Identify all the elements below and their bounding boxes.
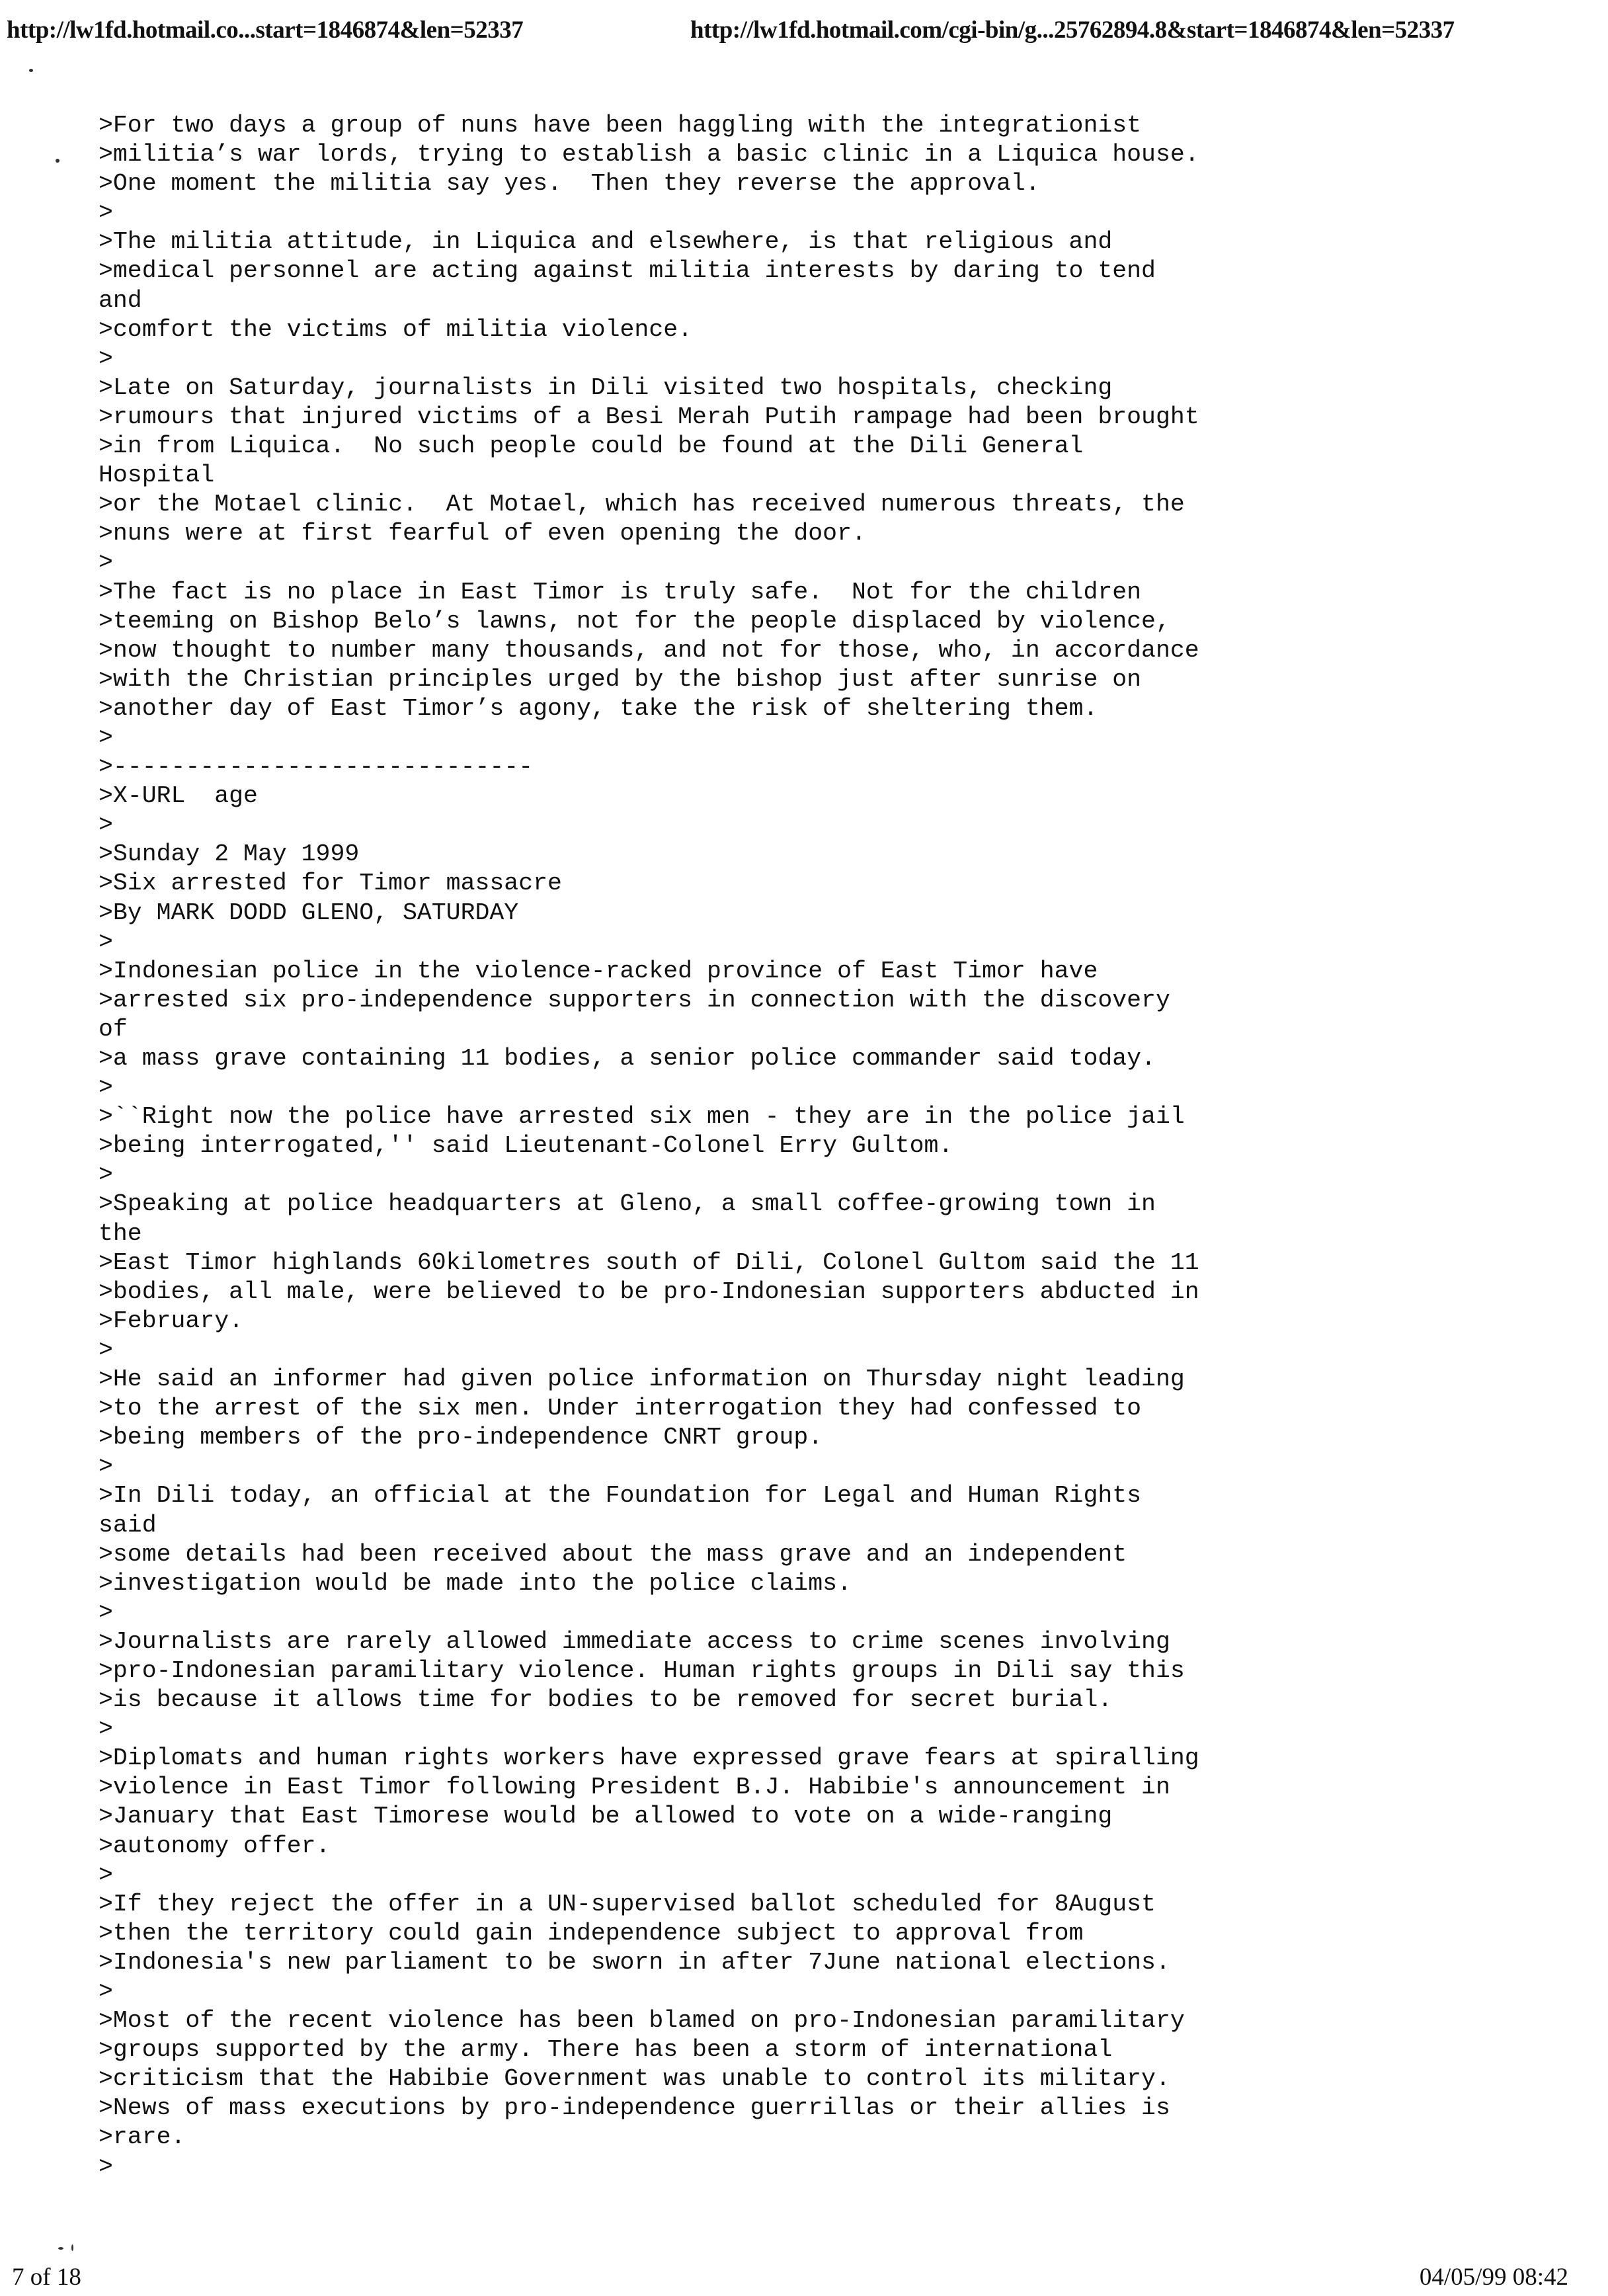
scan-speck xyxy=(58,2247,63,2250)
text-line: >Indonesian police in the violence-racked province of East Timor have xyxy=(99,957,1098,985)
text-line: >By MARK DODD GLENO, SATURDAY xyxy=(99,899,519,926)
text-line: >in from Liquica. No such people could be found at the Dili General xyxy=(99,432,1084,460)
email-body-text xyxy=(99,111,1566,2182)
text-line: > xyxy=(99,2152,113,2180)
text-line: >For two days a group of nuns have been haggling with the integrationist xyxy=(99,112,1142,139)
text-line: >militia’s war lords, trying to establish a basic clinic in a Liquica house. xyxy=(99,141,1199,169)
text-line: >with the Christian principles urged by the bishop just after sunrise on xyxy=(99,665,1142,693)
print-timestamp: 04/05/99 08:42 xyxy=(1419,2264,1568,2291)
text-line: >another day of East Timor’s agony, take the risk of sheltering them. xyxy=(99,694,1098,722)
text-line: > xyxy=(99,723,113,751)
text-line: >pro-Indonesian paramilitary violence. Human rights groups in Dili say this xyxy=(99,1657,1185,1684)
text-line: >If they reject the offer in a UN-supervised ballot scheduled for 8August xyxy=(99,1890,1156,1918)
text-line: >February. xyxy=(99,1307,244,1334)
text-line: >Six arrested for Timor massacre xyxy=(99,870,562,897)
text-line: >arrested six pro-independence supporters in connection with the discovery xyxy=(99,986,1170,1014)
text-line: >then the territory could gain independence subject to approval from xyxy=(99,1919,1084,1947)
text-line: >News of mass executions by pro-independence guerrillas or their allies is xyxy=(99,2094,1170,2122)
text-line: >now thought to number many thousands, and not for those, who, in accordance xyxy=(99,636,1199,664)
text-line: > xyxy=(99,1161,113,1189)
header-left-url: http://lw1fd.hotmail.co...start=1846874&len=52337 xyxy=(7,17,524,44)
text-line: >violence in East Timor following President B.J. Habibie's announcement in xyxy=(99,1774,1170,1801)
text-line: > xyxy=(99,199,113,227)
text-line: >He said an informer had given police information on Thursday night leading xyxy=(99,1366,1185,1393)
text-line: > xyxy=(99,1598,113,1626)
text-line: > xyxy=(99,1978,113,2005)
text-line: >Journalists are rarely allowed immediate access to crime scenes involving xyxy=(99,1627,1170,1655)
text-line: > xyxy=(99,1715,113,1743)
text-line: >``Right now the police have arrested six men - they are in the police jail xyxy=(99,1103,1185,1131)
text-line: >to the arrest of the six men. Under interrogation they had confessed to xyxy=(99,1395,1142,1422)
text-line: >X-URL age xyxy=(99,782,258,810)
text-line: of xyxy=(99,1015,128,1043)
text-line: >Late on Saturday, journalists in Dili visited two hospitals, checking xyxy=(99,374,1113,401)
text-line: > xyxy=(99,549,113,577)
text-line: > xyxy=(99,811,113,839)
text-line: >being interrogated,'' said Lieutenant-Colonel Erry Gultom. xyxy=(99,1132,953,1160)
text-line: >The militia attitude, in Liquica and elsewhere, is that religious and xyxy=(99,228,1113,256)
text-line: >some details had been received about the mass grave and an independent xyxy=(99,1540,1127,1568)
text-line: >One moment the militia say yes. Then they reverse the approval. xyxy=(99,170,1040,198)
text-line: >January that East Timorese would be allowed to vote on a wide-ranging xyxy=(99,1803,1113,1830)
text-line: >or the Motael clinic. At Motael, which has received numerous threats, the xyxy=(99,491,1185,518)
text-line: >The fact is no place in East Timor is truly safe. Not for the children xyxy=(99,578,1142,606)
text-line: >----------------------------- xyxy=(99,753,534,781)
text-line: >groups supported by the army. There has been a storm of international xyxy=(99,2036,1113,2064)
text-line: > xyxy=(99,345,113,372)
text-line: >teeming on Bishop Belo’s lawns, not for the people displaced by violence, xyxy=(99,607,1170,635)
text-line: >Indonesia's new parliament to be sworn in after 7June national elections. xyxy=(99,1948,1170,1976)
text-line: >being members of the pro-independence CNRT group. xyxy=(99,1424,823,1452)
text-line: > xyxy=(99,1861,113,1889)
text-line: and xyxy=(99,286,142,314)
text-line: >East Timor highlands 60kilometres south of Dili, Colonel Gultom said the 11 xyxy=(99,1249,1199,1276)
text-line: >Most of the recent violence has been blamed on pro-Indonesian paramilitary xyxy=(99,2007,1185,2035)
text-line: >Diplomats and human rights workers have expressed grave fears at spiralling xyxy=(99,1744,1199,1772)
header-right-url: http://lw1fd.hotmail.com/cgi-bin/g...25762894.8&start=1846874&len=52337 xyxy=(690,17,1455,44)
page-number: 7 of 18 xyxy=(12,2264,81,2291)
text-line: > xyxy=(99,1074,113,1102)
text-line: >comfort the victims of militia violence. xyxy=(99,315,693,343)
text-line: >Speaking at police headquarters at Gleno, a small coffee-growing town in xyxy=(99,1190,1156,1218)
text-line: said xyxy=(99,1511,157,1539)
text-line: the xyxy=(99,1219,142,1247)
scan-speck xyxy=(71,2244,73,2251)
text-line: >a mass grave containing 11 bodies, a senior police commander said today. xyxy=(99,1045,1156,1072)
text-line: >rare. xyxy=(99,2123,186,2151)
text-line: >In Dili today, an official at the Foundation for Legal and Human Rights xyxy=(99,1482,1142,1510)
text-line: > xyxy=(99,928,113,956)
text-line: >Sunday 2 May 1999 xyxy=(99,840,360,868)
text-line: >rumours that injured victims of a Besi Merah Putih rampage had been brought xyxy=(99,403,1199,430)
text-line: >criticism that the Habibie Government was unable to control its military. xyxy=(99,2065,1170,2093)
text-line: >medical personnel are acting against militia interests by daring to tend xyxy=(99,257,1156,285)
text-line: > xyxy=(99,1453,113,1481)
text-line: > xyxy=(99,1336,113,1364)
text-line: >bodies, all male, were believed to be pro-Indonesian supporters abducted in xyxy=(99,1278,1199,1305)
scan-speck xyxy=(56,159,60,163)
text-line: >autonomy offer. xyxy=(99,1832,331,1860)
scan-speck xyxy=(29,69,33,72)
text-line: >investigation would be made into the police claims. xyxy=(99,1569,852,1597)
text-line: >is because it allows time for bodies to be removed for secret burial. xyxy=(99,1686,1113,1714)
text-line: Hospital xyxy=(99,462,215,489)
text-line: >nuns were at first fearful of even opening the door. xyxy=(99,520,866,548)
